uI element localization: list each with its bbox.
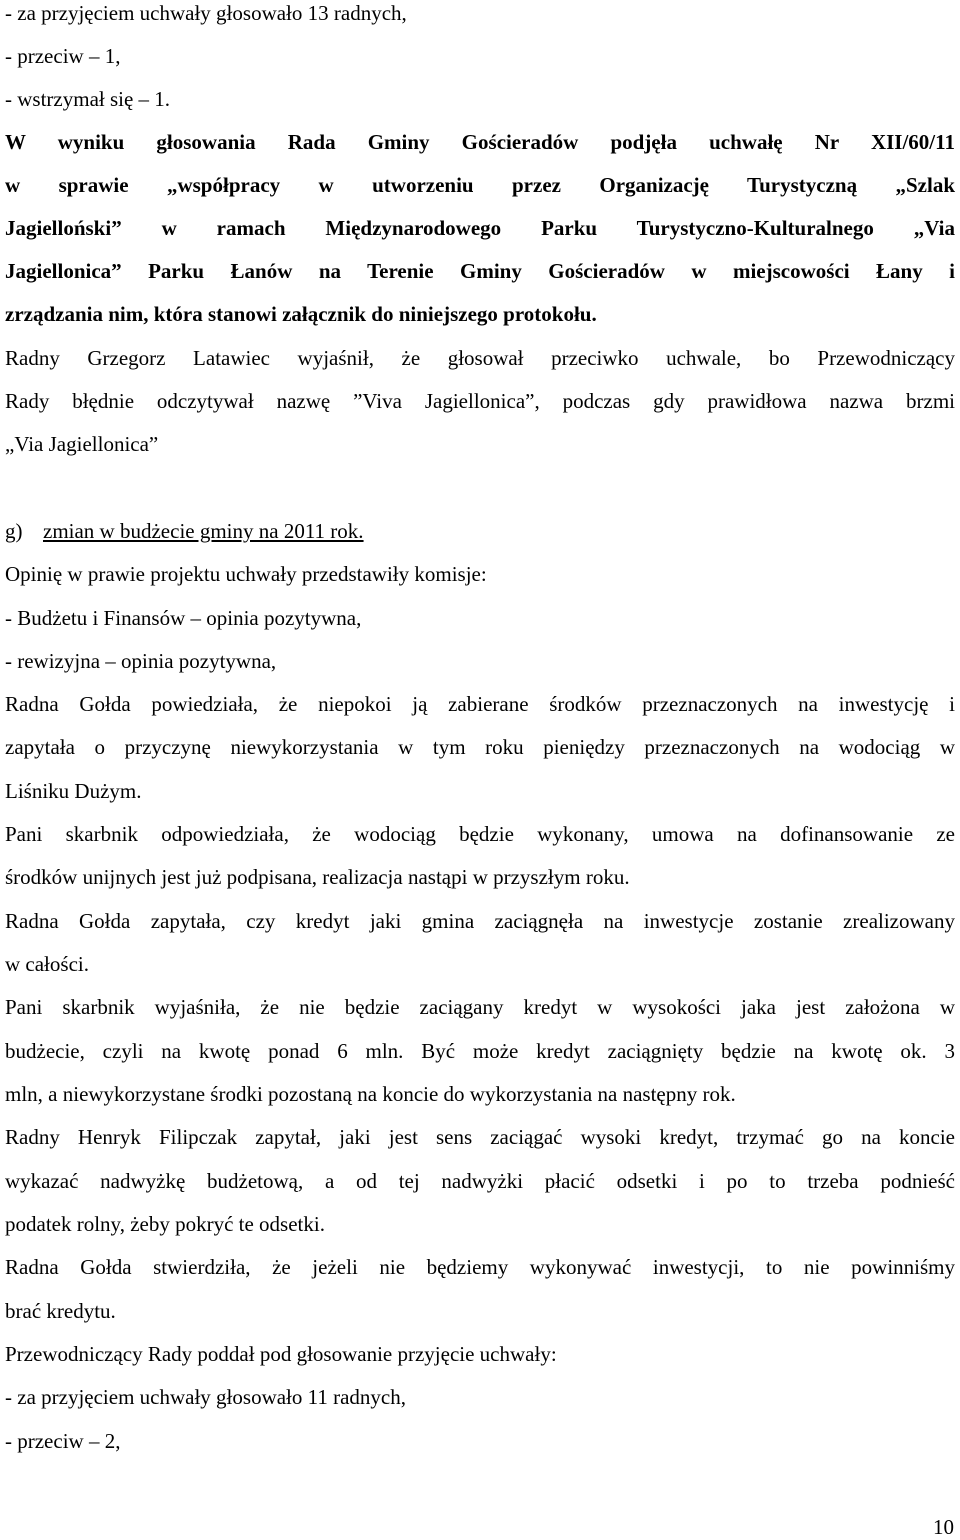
vote-against-line: - przeciw – 1, <box>5 44 121 68</box>
list-item: - za przyjęciem uchwały głosowało 11 radnych, <box>5 1385 406 1409</box>
paragraph-line: brać kredytu. <box>5 1299 116 1323</box>
resolution-line: zrządzania nim, która stanowi załącznik do niniejszego protokołu. <box>5 302 597 326</box>
paragraph-line: w całości. <box>5 952 89 976</box>
paragraph-line: Radna Gołda stwierdziła, że jeżeli nie będziemy wykonywać inwestycji, to nie powinniśmy <box>5 1255 955 1279</box>
paragraph-line: Przewodniczący Rady poddał pod głosowanie przyjęcie uchwały: <box>5 1342 557 1366</box>
vote-abstain-line: - wstrzymał się – 1. <box>5 87 171 111</box>
paragraph-line: mln, a niewykorzystane środki pozostaną na koncie do wykorzystania na następny rok. <box>5 1082 736 1106</box>
list-item: - Budżetu i Finansów – opinia pozytywna, <box>5 606 362 630</box>
paragraph-line: Liśniku Dużym. <box>5 779 142 803</box>
resolution-line: Jagielloński” w ramach Międzynarodowego Parku Turystyczno-Kulturalnego „Via <box>5 216 955 240</box>
resolution-line: w sprawie „współpracy w utworzeniu przez Organizację Turystyczną „Szlak <box>5 173 955 197</box>
paragraph-line: Pani skarbnik odpowiedziała, że wodociąg będzie wykonany, umowa na dofinansowanie ze <box>5 822 955 846</box>
paragraph-line: budżecie, czyli na kwotę ponad 6 mln. Być może kredyt zaciągnięty będzie na kwotę ok. 3 <box>5 1039 955 1063</box>
resolution-line: W wyniku głosowania Rada Gminy Gościeradów podjęła uchwałę Nr XII/60/11 <box>5 130 955 154</box>
paragraph-line: zapytała o przyczynę niewykorzystania w tym roku pieniędzy przeznaczonych na wodociąg w <box>5 735 955 759</box>
paragraph-line: Pani skarbnik wyjaśniła, że nie będzie zaciągany kredyt w wysokości jaka jest założona w <box>5 995 955 1019</box>
section-title: zmian w budżecie gminy na 2011 rok. <box>43 519 364 543</box>
list-item: - rewizyjna – opinia pozytywna, <box>5 649 277 673</box>
page-number: 10 <box>933 1515 954 1539</box>
paragraph-line: „Via Jagiellonica” <box>5 432 159 456</box>
paragraph-line: Radny Grzegorz Latawiec wyjaśnił, że głosował przeciwko uchwale, bo Przewodniczący <box>5 346 955 370</box>
vote-for-line: - za przyjęciem uchwały głosowało 13 radnych, <box>5 1 407 25</box>
paragraph-line: Radna Gołda zapytała, czy kredyt jaki gmina zaciągnęła na inwestycje zostanie zrealizowany <box>5 909 955 933</box>
paragraph-line: wykazać nadwyżkę budżetową, a od tej nadwyżki płacić odsetki i po to trzeba podnieść <box>5 1169 955 1193</box>
section-label: g) <box>5 519 23 543</box>
paragraph-line: Radna Gołda powiedziała, że niepokoi ją zabierane środków przeznaczonych na inwestycję i <box>5 692 955 716</box>
paragraph-line: Radny Henryk Filipczak zapytał, jaki jest sens zaciągać wysoki kredyt, trzymać go na koncie <box>5 1125 955 1149</box>
section-heading <box>5 518 364 544</box>
resolution-line: Jagiellonica” Parku Łanów na Terenie Gminy Gościeradów w miejscowości Łany i <box>5 259 955 283</box>
paragraph-line: Opinię w prawie projektu uchwały przedstawiły komisje: <box>5 562 487 586</box>
list-item: - przeciw – 2, <box>5 1429 121 1453</box>
paragraph-line: Rady błędnie odczytywał nazwę ”Viva Jagiellonica”, podczas gdy prawidłowa nazwa brzmi <box>5 389 955 413</box>
paragraph-line: środków unijnych jest już podpisana, realizacja nastąpi w przyszłym roku. <box>5 865 630 889</box>
paragraph-line: podatek rolny, żeby pokryć te odsetki. <box>5 1212 325 1236</box>
